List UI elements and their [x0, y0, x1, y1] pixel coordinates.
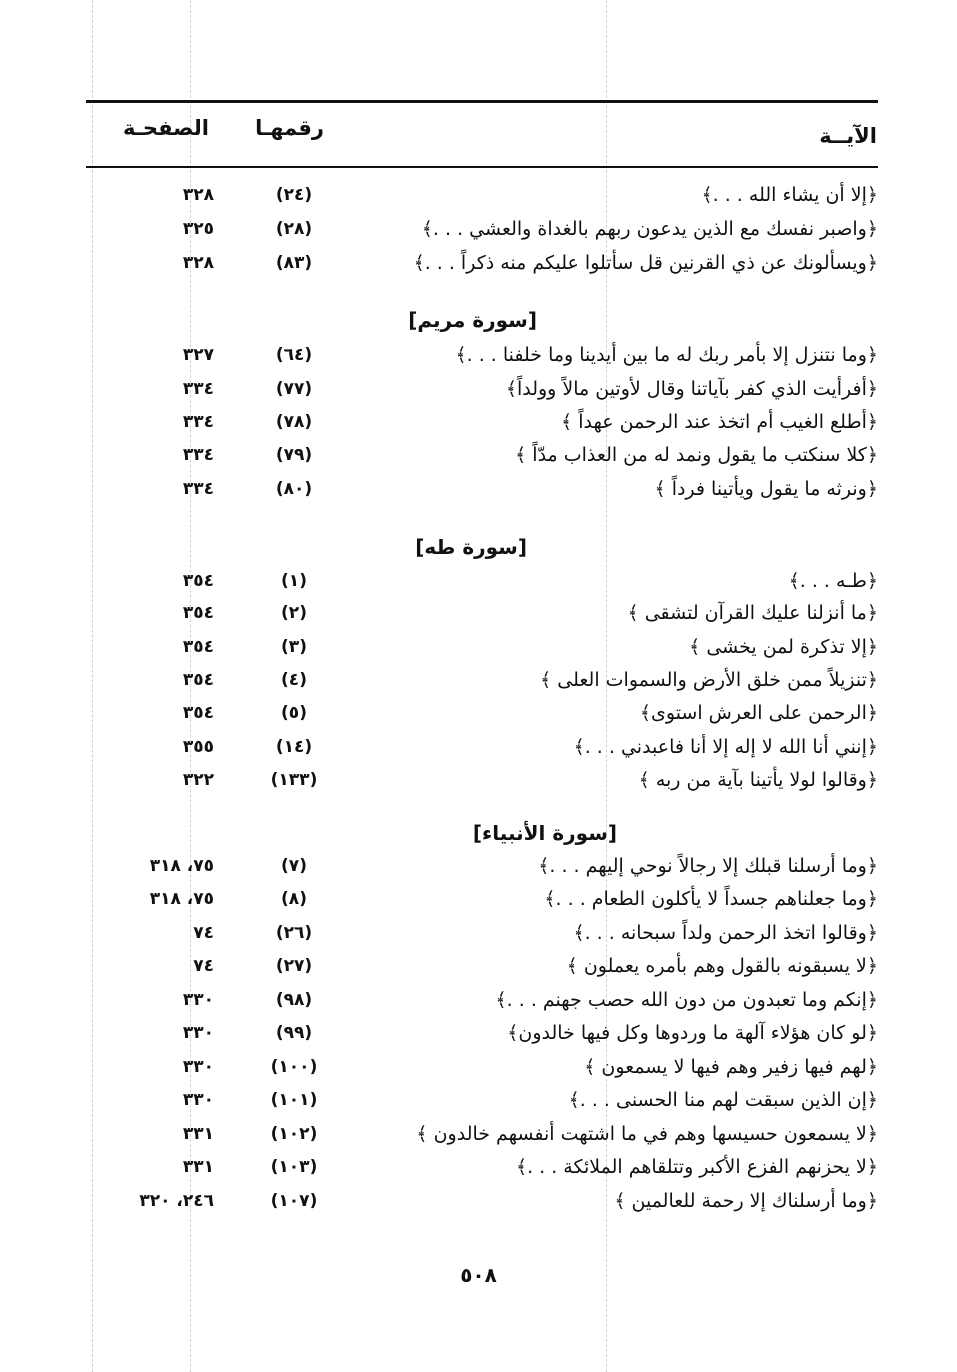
index-row [86, 566, 878, 596]
verse-number: (٦٤) [275, 345, 313, 365]
surah-heading-maryam: [سورة مريم] [408, 308, 537, 332]
index-row [86, 918, 878, 948]
page-ref-value: ٣٥٤ [182, 603, 214, 623]
page-ref-value: ٣٣٤ [182, 445, 214, 465]
verse-text: ﴿واصبر نفسك مع الذين يدعون ربهم بالغداة والعشي . . .﴾ [421, 218, 878, 240]
verse-number: (٧٨) [275, 412, 313, 432]
page-ref [86, 248, 214, 278]
page-ref-value: ٧٥، ٣١٨ [149, 889, 214, 909]
verse-number: (٢) [281, 603, 307, 623]
page-ref-value: ٣٢٥ [182, 219, 214, 239]
index-row [86, 851, 878, 881]
page-ref-value: ٣٣١ [182, 1124, 214, 1144]
index-row [86, 884, 878, 914]
page-ref-value: ٢٤٦، ٣٢٠ [139, 1191, 214, 1211]
page-ref [86, 918, 214, 948]
page-ref [86, 632, 214, 662]
verse-text: ﴿إلا أن يشاء الله . . .﴾ [701, 184, 878, 206]
index-row [86, 698, 878, 728]
verse-number: (٨) [281, 889, 307, 909]
page-ref [86, 1052, 214, 1082]
page-ref-value: ٣٣٠ [182, 1090, 214, 1110]
index-row [86, 1186, 878, 1216]
verse-text: ﴿وما أرسلناك إلا رحمة للعالمين ﴾ [614, 1190, 878, 1212]
verse-number: (١٠٧) [270, 1191, 318, 1211]
index-row [86, 440, 878, 470]
surah-heading-anbiya: [سورة الأنبياء] [472, 821, 617, 845]
verse-text: ﴿وقالوا لولا يأتينا بآية من ربه ﴾ [638, 769, 878, 791]
page-ref [86, 214, 214, 244]
verse-text: ﴿لا يسبقونه بالقول وهم بأمره يعملون ﴾ [566, 955, 878, 977]
index-row [86, 407, 878, 437]
verse-number: (٩٨) [275, 990, 313, 1010]
index-row [86, 248, 878, 278]
page-ref [86, 566, 214, 596]
page-ref [86, 598, 214, 628]
verse-number: (٢٤) [275, 185, 313, 205]
surah-heading-taha: [سورة طه] [415, 535, 527, 559]
page-number: ٥٠٨ [460, 1263, 497, 1287]
column-header-verse: الآيــة [819, 124, 877, 148]
index-row [86, 340, 878, 370]
verse-text: ﴿إنكم وما تعبدون من دون الله حصب جهنم . . .﴾ [495, 989, 878, 1011]
page-ref-value: ٣٣٤ [182, 379, 214, 399]
page-ref-value: ٧٤ [193, 923, 214, 943]
page-ref [86, 180, 214, 210]
page-ref [86, 884, 214, 914]
page-ref [86, 765, 214, 795]
verse-text: ﴿كلا سنكتب ما يقول ونمد له من العذاب مدّاً ﴾ [515, 444, 878, 466]
verse-text: ﴿وما نتنزل إلا بأمر ربك له ما بين أيدينا وما خلفنا . . .﴾ [455, 344, 878, 366]
page-ref [86, 1152, 214, 1182]
page-ref [86, 1119, 214, 1149]
page-ref-value: ٣٥٤ [182, 670, 214, 690]
verse-number: (٧٧) [275, 379, 313, 399]
verse-number: (٢٧) [275, 956, 313, 976]
index-row [86, 1119, 878, 1149]
page-ref [86, 698, 214, 728]
verse-number: (٢٦) [275, 923, 313, 943]
verse-number: (١٠٠) [270, 1057, 318, 1077]
page-ref [86, 951, 214, 981]
verse-number: (١٠٢) [270, 1124, 318, 1144]
index-row [86, 598, 878, 628]
index-row [86, 1052, 878, 1082]
page-ref [86, 732, 214, 762]
page-ref-value: ٣٢٢ [182, 770, 214, 790]
page-ref [86, 374, 214, 404]
index-row [86, 1018, 878, 1048]
page-ref [86, 985, 214, 1015]
index-row [86, 214, 878, 244]
index-row [86, 632, 878, 662]
page-ref [86, 665, 214, 695]
page-ref-value: ٣٣٠ [182, 1057, 214, 1077]
page-ref-value: ٧٤ [193, 956, 214, 976]
index-row [86, 665, 878, 695]
verse-text: ﴿إلا تذكرة لمن يخشى ﴾ [689, 636, 878, 658]
verse-text: ﴿وما جعلناهم جسداً لا يأكلون الطعام . . .﴾ [544, 888, 878, 910]
verse-number: (١٤) [275, 737, 313, 757]
verse-text: ﴿إن الذين سبقت لهم منا الحسنى . . .﴾ [568, 1089, 878, 1111]
verse-text: ﴿ونرثه ما يقول ويأتينا فرداً ﴾ [654, 478, 878, 500]
verse-text: ﴿طـه . . .﴾ [788, 570, 878, 592]
page-ref-value: ٧٥، ٣١٨ [149, 856, 214, 876]
verse-text: ﴿ما أنزلنا عليك القرآن لتشقى ﴾ [627, 602, 878, 624]
verse-number: (٥) [281, 703, 307, 723]
verse-text: ﴿تنزيلاً ممن خلق الأرض والسموات العلى ﴾ [540, 669, 878, 691]
index-row [86, 985, 878, 1015]
page-ref-value: ٣٣٤ [182, 479, 214, 499]
index-row [86, 474, 878, 504]
page-ref-value: ٣٢٧ [182, 345, 214, 365]
page-ref-value: ٣٣٠ [182, 1023, 214, 1043]
verse-text: ﴿أطلع الغيب أم اتخذ عند الرحمن عهداً ﴾ [561, 411, 878, 433]
index-row [86, 951, 878, 981]
column-header-number: رقمهـا [255, 116, 324, 140]
verse-text: ﴿لا يسمعون حسيسها وهم في ما اشتهت أنفسهم خالدون ﴾ [416, 1123, 878, 1145]
verse-number: (٨٣) [275, 253, 313, 273]
verse-text: ﴿ويسألونك عن ذي القرنين قل سأتلوا عليكم منه ذكراً . . .﴾ [413, 252, 878, 274]
verse-text: ﴿وما أرسلنا قبلك إلا رجالاً نوحي إليهم . . .﴾ [538, 855, 878, 877]
page-ref [86, 440, 214, 470]
page-ref-value: ٣٥٥ [182, 737, 214, 757]
verse-text: ﴿أفرأيت الذي كفر بآياتنا وقال لأوتين مالاً وولداً﴾ [505, 378, 878, 400]
index-row [86, 1085, 878, 1115]
page-ref-value: ٣٥٤ [182, 637, 214, 657]
verse-text: ﴿لو كان هؤلاء آلهة ما وردوها وكل فيها خالدون﴾ [507, 1022, 878, 1044]
page-ref-value: ٣٣٠ [182, 990, 214, 1010]
verse-number: (٣) [281, 637, 307, 657]
page-ref [86, 340, 214, 370]
verse-text: ﴿إنني أنا الله لا إله إلا أنا فاعبدني . . .﴾ [573, 736, 878, 758]
verse-text: ﴿لا يحزنهم الفزع الأكبر وتتلقاهم الملائكة . . .﴾ [515, 1156, 878, 1178]
top-rule [86, 100, 878, 103]
page-ref-value: ٣٥٤ [182, 571, 214, 591]
header-rule [86, 166, 878, 168]
verse-number: (١٣٣) [270, 770, 318, 790]
verse-number: (١٠١) [270, 1090, 318, 1110]
verse-number: (١٠٣) [270, 1157, 318, 1177]
index-row [86, 1152, 878, 1182]
verse-number: (٨٠) [275, 479, 313, 499]
verse-number: (٧٩) [275, 445, 313, 465]
verse-text: ﴿لهم فيها زفير وهم فيها لا يسمعون ﴾ [584, 1056, 878, 1078]
index-row [86, 374, 878, 404]
verse-text: ﴿وقالوا اتخذ الرحمن ولداً سبحانه . . .﴾ [573, 922, 878, 944]
page-ref-value: ٣٢٨ [182, 185, 214, 205]
verse-number: (١) [281, 571, 307, 591]
verse-number: (٢٨) [275, 219, 313, 239]
verse-number: (٩٩) [275, 1023, 313, 1043]
page-ref-value: ٣٥٤ [182, 703, 214, 723]
page-ref [86, 1018, 214, 1048]
index-row [86, 180, 878, 210]
column-header-page: الصفحـة [123, 116, 209, 140]
index-row [86, 765, 878, 795]
index-row [86, 732, 878, 762]
verse-number: (٤) [281, 670, 307, 690]
page-ref-value: ٣٣٤ [182, 412, 214, 432]
verse-number: (٧) [281, 856, 307, 876]
page-ref [86, 1186, 214, 1216]
page-ref [86, 1085, 214, 1115]
verse-text: ﴿الرحمن على العرش استوى﴾ [639, 702, 878, 724]
page-ref [86, 407, 214, 437]
page-ref [86, 851, 214, 881]
page-ref [86, 474, 214, 504]
page-ref-value: ٣٢٨ [182, 253, 214, 273]
page-ref-value: ٣٣١ [182, 1157, 214, 1177]
